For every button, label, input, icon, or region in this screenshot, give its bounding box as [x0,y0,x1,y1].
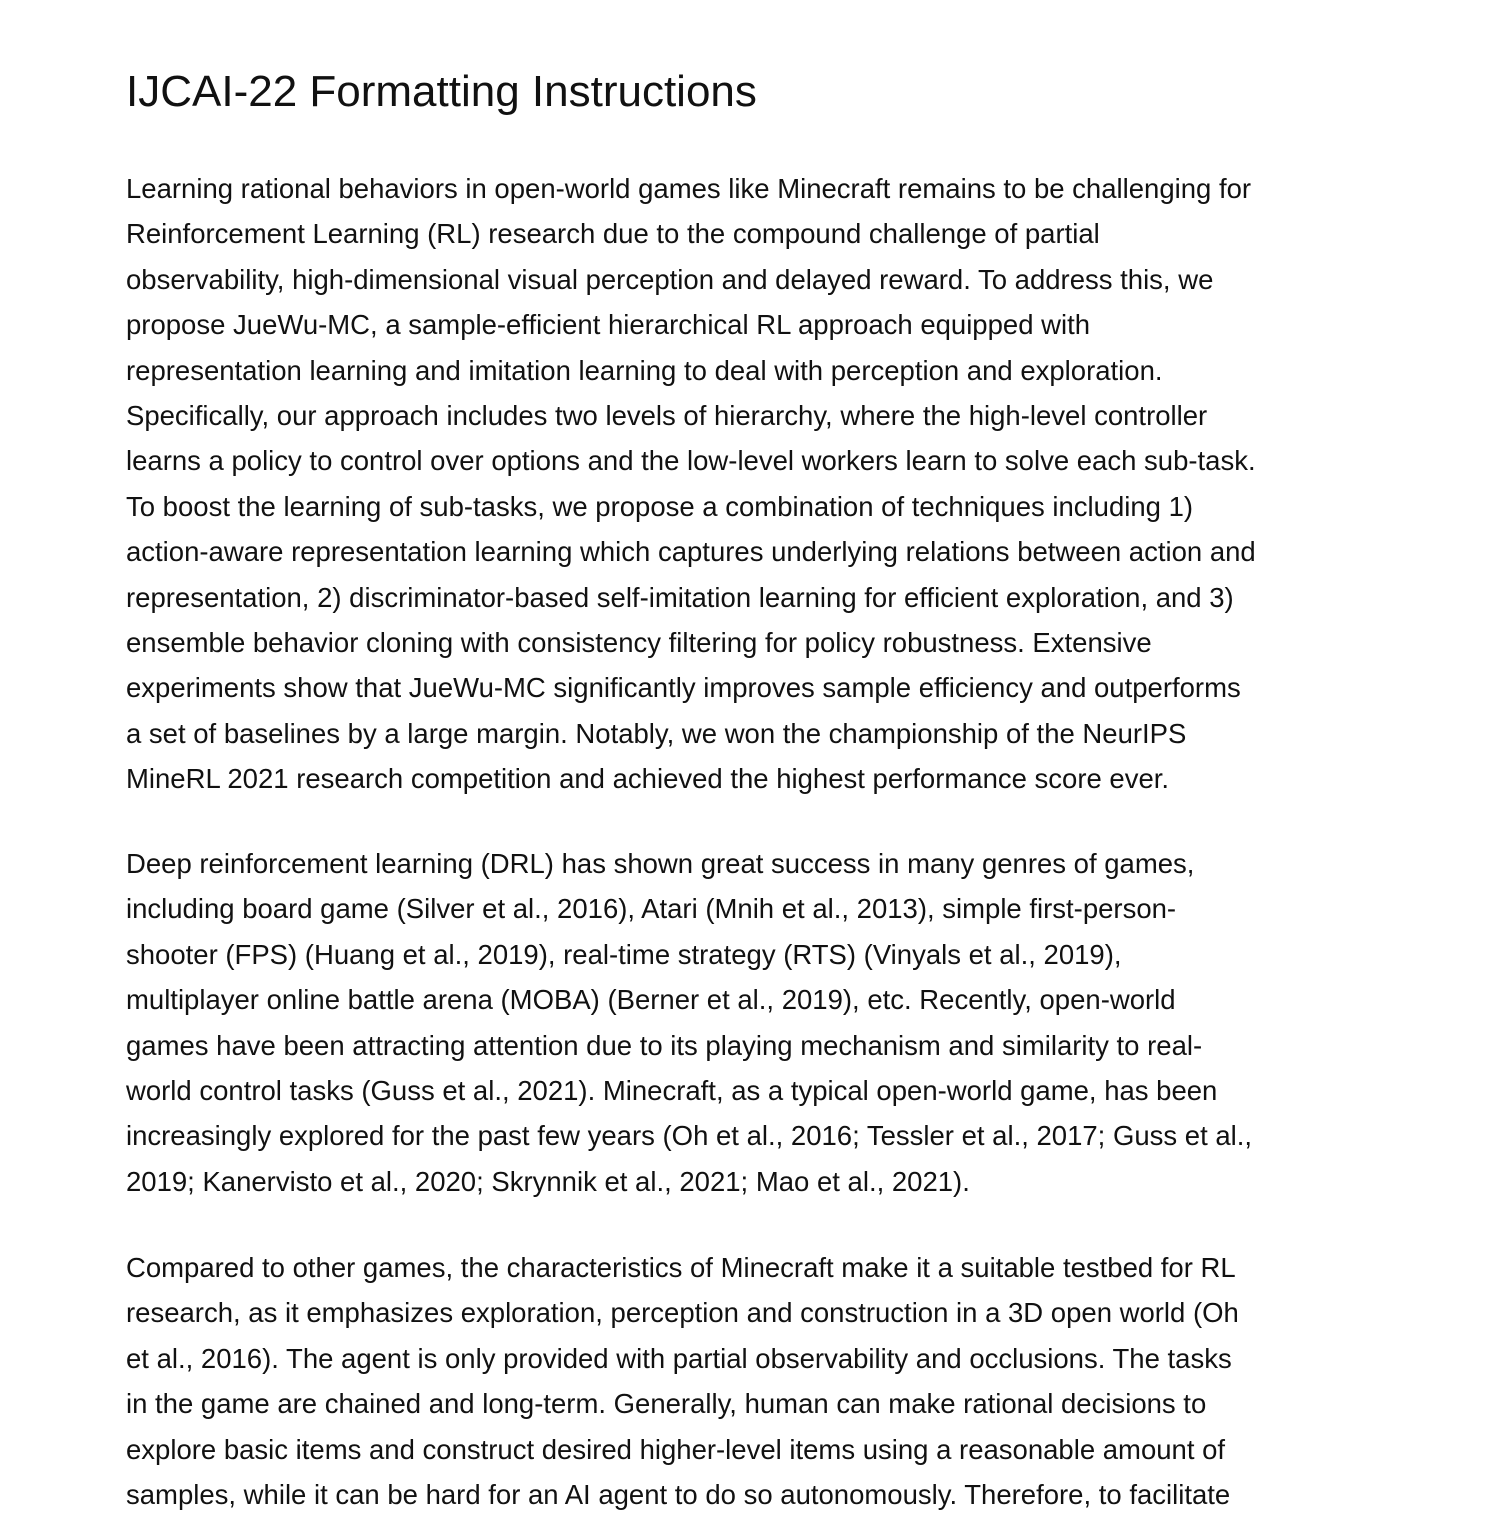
text-line: including board game (Silver et al., 2016), Atari (Mnih et al., 2013), simple first-person- [126,893,1177,925]
text-line: propose JueWu-MC, a sample-efficient hierarchical RL approach equipped with [126,309,1091,341]
abstract-paragraph [126,166,1256,802]
text-line: ensemble behavior cloning with consistency filtering for policy robustness. Extensive [126,627,1152,659]
text-line: 2019; Kanervisto et al., 2020; Skrynnik et al., 2021; Mao et al., 2021). [126,1165,970,1197]
text-line: learns a policy to control over options and the low-level workers learn to solve each sub-task. [126,445,1256,477]
text-line: explore basic items and construct desired higher-level items using a reasonable amount of [126,1433,1226,1465]
text-line: world control tasks (Guss et al., 2021). Minecraft, as a typical open-world game, has been [126,1075,1218,1107]
text-line: Deep reinforcement learning (DRL) has shown great success in many genres of games, [126,848,1195,879]
text-line: samples, while it can be hard for an AI agent to do so autonomously. Therefore, to facilitate [126,1479,1231,1511]
text-line: increasingly explored for the past few years (Oh et al., 2016; Tessler et al., 2017; Guss et al., [126,1120,1253,1152]
text-line: experiments show that JueWu-MC significantly improves sample efficiency and outperforms [126,672,1241,704]
text-line: games have been attracting attention due to its playing mechanism and similarity to real- [126,1029,1203,1061]
document-title: IJCAI-22 Formatting Instructions [126,67,757,116]
text-line: in the game are chained and long-term. Generally, human can make rational decisions to [126,1388,1207,1420]
text-line: multiplayer online battle arena (MOBA) (Berner et al., 2019), etc. Recently, open-world [126,984,1176,1016]
text-line: representation learning and imitation learning to deal with perception and exploration. [126,354,1163,386]
introduction-paragraph-2 [126,1245,1239,1517]
text-line: Reinforcement Learning (RL) research due to the compound challenge of partial [126,218,1100,250]
text-line: a set of baselines by a large margin. Notably, we won the championship of the NeurIPS [126,717,1187,749]
text-line: shooter (FPS) (Huang et al., 2019), real-time strategy (RTS) (Vinyals et al., 2019), [126,938,1122,970]
text-line: et al., 2016). The agent is only provided with partial observability and occlusions. The tasks [126,1342,1232,1374]
text-line: MineRL 2021 research competition and achieved the highest performance score ever. [126,763,1170,795]
text-line: research, as it emphasizes exploration, perception and construction in a 3D open world (Oh [126,1297,1239,1329]
text-line: To boost the learning of sub-tasks, we propose a combination of techniques including 1) [126,490,1194,522]
introduction-paragraph-1 [126,841,1252,1204]
text-line: action-aware representation learning which captures underlying relations between action and [126,536,1256,568]
text-line: representation, 2) discriminator-based self-imitation learning for efficient exploration, and 3) [126,581,1234,613]
text-line: Specifically, our approach includes two levels of hierarchy, where the high-level controller [126,400,1208,432]
text-line: Compared to other games, the characteristics of Minecraft make it a suitable testbed for RL [126,1252,1236,1283]
text-line: observability, high-dimensional visual perception and delayed reward. To address this, we [126,263,1214,295]
text-line: Learning rational behaviors in open-world games like Minecraft remains to be challenging for [126,173,1252,204]
